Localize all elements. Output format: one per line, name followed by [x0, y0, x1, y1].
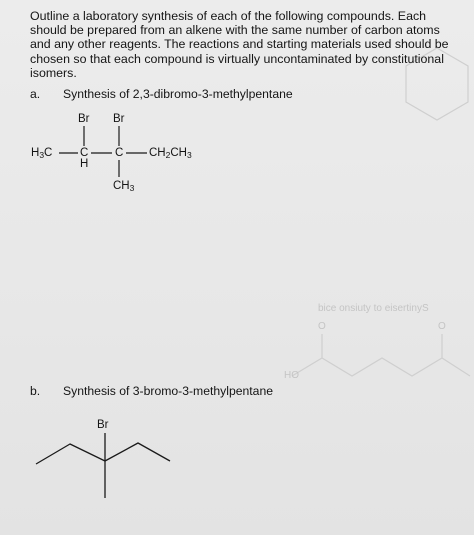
question-intro: Outline a laboratory synthesis of each of the following compounds. Each should be prepared from an alkene with the same number of carbon atoms and any other reagents. The reactions and starting materials used should be chosen so that each compound is virtually uncontaminated by constitutional isomers.	[30, 9, 449, 80]
part-a-c3: C	[115, 147, 124, 159]
ghost-text-right: bice onsiuty to eisertinyS	[318, 303, 429, 314]
part-a-methyl-ch: CH	[113, 180, 130, 192]
ghost-carbonyl-o-left: O	[318, 321, 326, 332]
part-b-marker: b.	[30, 384, 41, 398]
part-a-title: Synthesis of 2,3-dibromo-3-methylpentane	[63, 87, 293, 101]
part-a-br-right: Br	[113, 113, 125, 125]
part-b-br: Br	[97, 419, 109, 431]
part-a-ch3-left-h: H	[31, 147, 40, 159]
part-b-title: Synthesis of 3-bromo-3-methylpentane	[63, 384, 274, 398]
part-a-ethyl-sub2: 3	[186, 150, 192, 160]
ghost-carbonyl-o-right: O	[438, 321, 446, 332]
part-a-c2-h: H	[80, 158, 89, 170]
ghost-text-ho: HO	[284, 370, 299, 381]
part-a-ch3-left-c: C	[44, 147, 53, 159]
skeletal-main-chain	[36, 443, 170, 464]
part-a-ethyl-ch: CH	[149, 147, 166, 159]
part-a-c2: C	[80, 147, 89, 159]
part-a-ethyl-sub1: 2	[165, 150, 171, 160]
part-a-br-left: Br	[78, 113, 90, 125]
part-a-methyl-sub: 3	[129, 183, 135, 193]
part-a-ethyl-ch-b: CH	[170, 147, 187, 159]
part-a-marker: a.	[30, 87, 41, 101]
part-a-ch3-left-sub: 3	[39, 150, 45, 160]
